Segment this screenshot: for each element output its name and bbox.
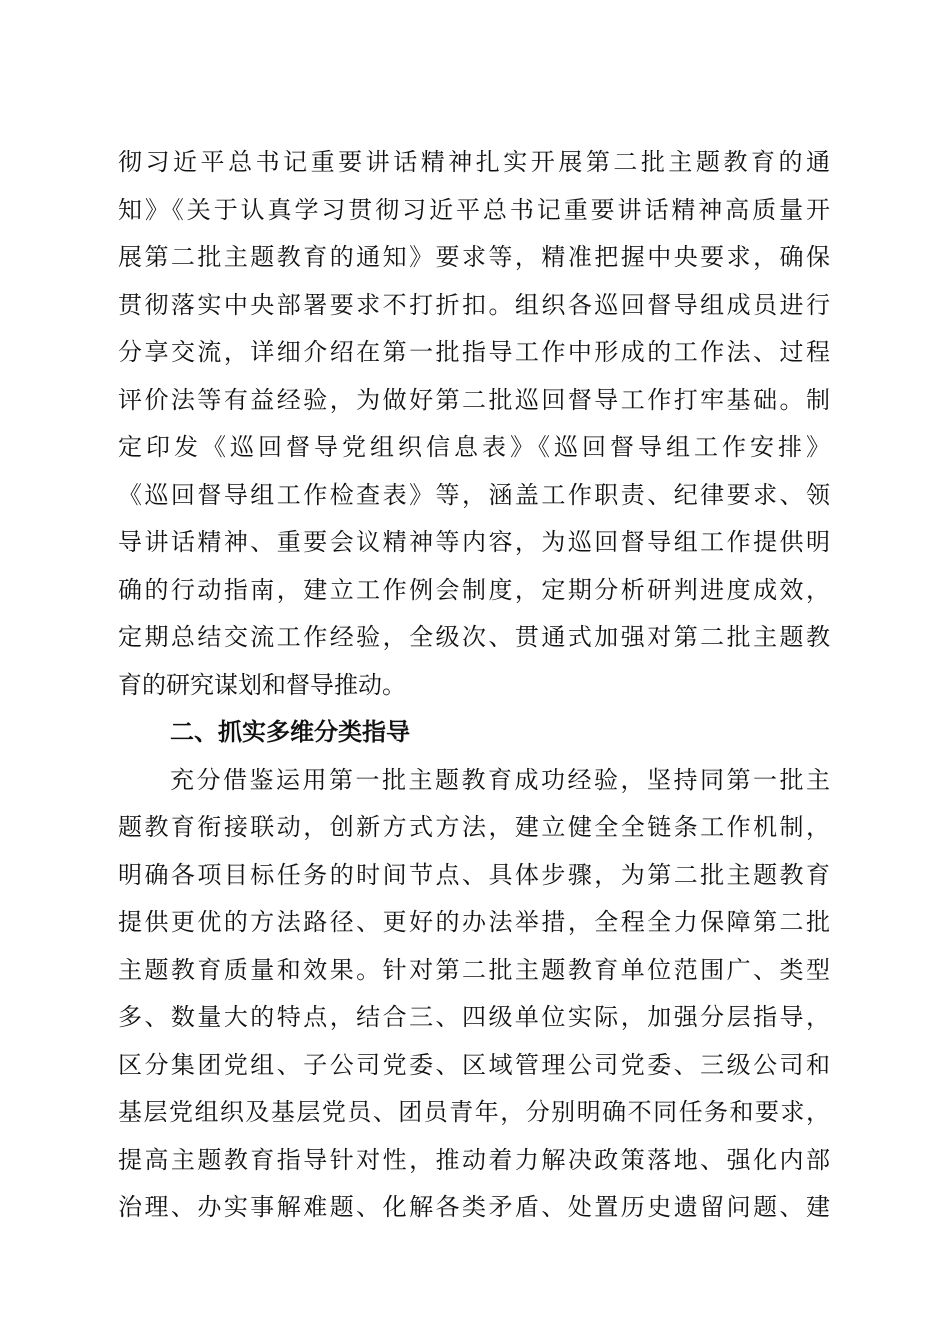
paragraph-2-line-6: 多、数量大的特点，结合三、四级单位实际，加强分层指导， — [118, 1003, 830, 1031]
section-heading: 二、抓实多维分类指导 — [170, 718, 410, 746]
paragraph-1-line-11: 定期总结交流工作经验，全级次、贯通式加强对第二批主题教 — [118, 623, 830, 651]
paragraph-2-line-2: 题教育衔接联动，创新方式方法，建立健全全链条工作机制， — [118, 813, 830, 841]
paragraph-1-line-4: 贯彻落实中央部署要求不打折扣。组织各巡回督导组成员进行 — [118, 291, 830, 319]
paragraph-1-line-10: 确的行动指南，建立工作例会制度，定期分析研判进度成效， — [118, 576, 830, 604]
paragraph-1-line-1: 彻习近平总书记重要讲话精神扎实开展第二批主题教育的通 — [118, 148, 830, 176]
paragraph-2-line-10: 治理、办实事解难题、化解各类矛盾、处置历史遗留问题、建 — [118, 1193, 830, 1221]
paragraph-1-line-3: 展第二批主题教育的通知》要求等，精准把握中央要求，确保 — [118, 243, 830, 271]
paragraph-1-line-9: 导讲话精神、重要会议精神等内容，为巡回督导组工作提供明 — [118, 528, 830, 556]
paragraph-1-line-7: 定印发《巡回督导党组织信息表》《巡回督导组工作安排》 — [118, 433, 830, 461]
paragraph-1-line-5: 分享交流，详细介绍在第一批指导工作中形成的工作法、过程 — [118, 338, 830, 366]
paragraph-2-line-8: 基层党组织及基层党员、团员青年，分别明确不同任务和要求， — [118, 1098, 830, 1126]
paragraph-2-line-7: 区分集团党组、子公司党委、区域管理公司党委、三级公司和 — [118, 1051, 830, 1079]
paragraph-2-line-5: 主题教育质量和效果。针对第二批主题教育单位范围广、类型 — [118, 956, 830, 984]
paragraph-2-line-9: 提高主题教育指导针对性，推动着力解决政策落地、强化内部 — [118, 1146, 830, 1174]
paragraph-2-line-4: 提供更优的方法路径、更好的办法举措，全程全力保障第二批 — [118, 908, 830, 936]
paragraph-1-line-6: 评价法等有益经验，为做好第二批巡回督导工作打牢基础。制 — [118, 386, 830, 414]
paragraph-2-line-3: 明确各项目标任务的时间节点、具体步骤，为第二批主题教育 — [118, 861, 830, 889]
paragraph-1-line-12: 育的研究谋划和督导推动。 — [118, 671, 406, 699]
paragraph-1-line-8: 《巡回督导组工作检查表》等，涵盖工作职责、纪律要求、领 — [118, 481, 830, 509]
paragraph-2-line-1: 充分借鉴运用第一批主题教育成功经验，坚持同第一批主 — [170, 766, 830, 794]
paragraph-1-line-2: 知》《关于认真学习贯彻习近平总书记重要讲话精神高质量开 — [118, 196, 830, 224]
